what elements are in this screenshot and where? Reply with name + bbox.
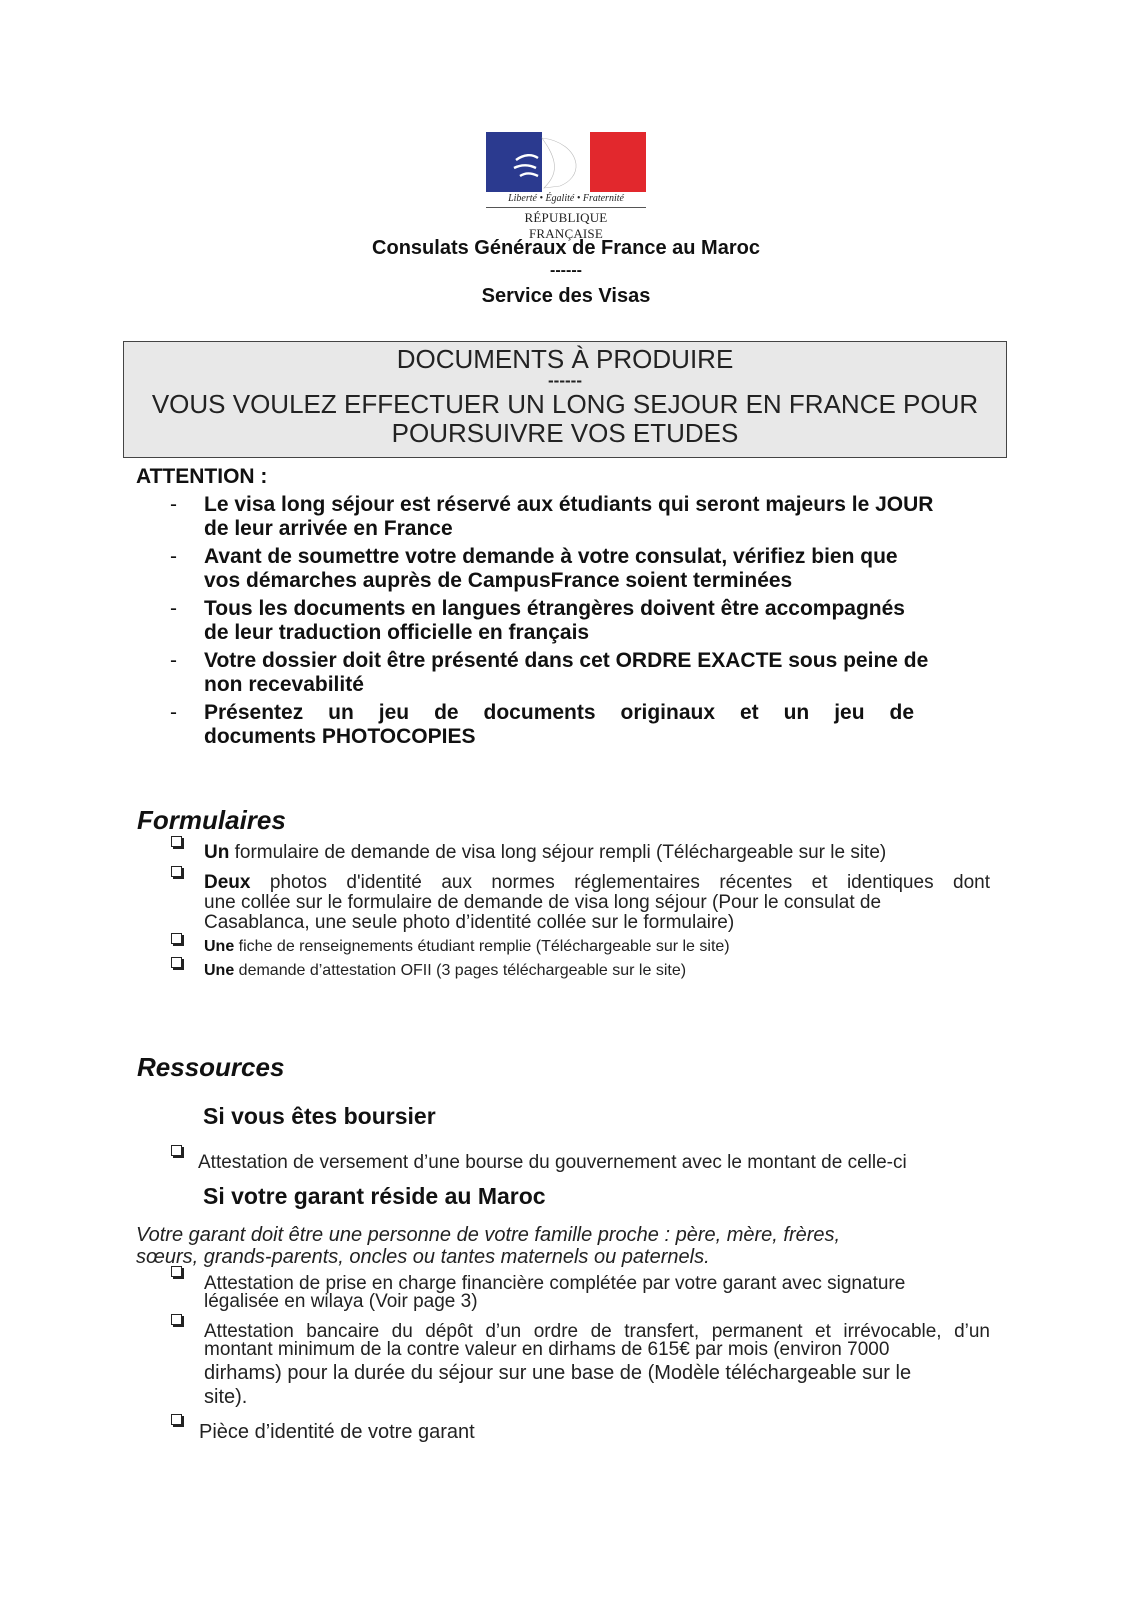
checkbox-icon	[171, 1266, 182, 1277]
list-item: Attestation de prise en charge financière complétée par votre garant avec signature légalisée en wilaya (Voir page 3)	[204, 1273, 906, 1312]
subsection-boursier: Si vous êtes boursier	[203, 1103, 436, 1129]
list-item: - Avant de soumettre votre demande à votre consulat, vérifiez bien que vos démarches auprès de CampusFrance soient terminées	[170, 545, 898, 592]
subsection-garant: Si votre garant réside au Maroc	[203, 1183, 546, 1209]
header-consulats: Consulats Généraux de France au Maroc	[372, 237, 760, 259]
section-ressources: Ressources	[137, 1052, 285, 1082]
subtitle-line-2: POURSUIVRE VOS ETUDES	[391, 418, 739, 448]
checkbox-icon	[171, 957, 182, 968]
subtitle-line-1: VOUS VOULEZ EFFECTUER UN LONG SEJOUR EN FRANCE POUR	[151, 389, 979, 419]
section-formulaires: Formulaires	[137, 805, 286, 835]
attention-label: ATTENTION :	[136, 465, 268, 488]
list-item: Pièce d’identité de votre garant	[199, 1421, 475, 1443]
logo-republique-francaise: RÉPUBLIQUE FRANÇAISE	[486, 210, 646, 242]
checkbox-icon	[171, 866, 182, 877]
title-box	[123, 341, 1007, 458]
header-service-visas: Service des Visas	[481, 285, 651, 307]
checkbox-icon	[171, 1414, 182, 1425]
list-item: Un formulaire de demande de visa long séjour rempli (Téléchargeable sur le site)	[204, 842, 887, 863]
checkbox-icon	[171, 1314, 182, 1325]
header-separator: ------	[550, 262, 582, 279]
logo-motto: Liberté • Égalité • Fraternité	[508, 193, 624, 204]
title-separator: ------	[548, 371, 582, 390]
list-item: - Tous les documents en langues étrangères doivent être accompagnés de leur traduction officielle en français	[170, 597, 905, 644]
list-item: Deux photos d'identité aux normes réglementaires récentes et identiques dont une collée sur le formulaire de demande de visa long séjour (Pour le consulat de Casablanca, une seule photo d’identité collée sur le formulaire)	[204, 872, 990, 933]
marianne-logo-icon	[486, 132, 646, 192]
garant-intro: Votre garant doit être une personne de votre famille proche : père, mère, frères, sœurs, grands-parents, oncles ou tantes maternels ou paternels.	[136, 1224, 841, 1268]
checkbox-icon	[171, 836, 182, 847]
list-item: Attestation de versement d’une bourse du gouvernement avec le montant de celle-ci	[198, 1152, 907, 1173]
checkbox-icon	[171, 1145, 182, 1156]
title-documents: DOCUMENTS À PRODUIRE	[396, 344, 734, 374]
checkbox-icon	[171, 933, 182, 944]
list-item: Attestation bancaire du dépôt d’un ordre de transfert, permanent et irrévocable, d’un montant minimum de la contre valeur en dirhams de 615€ par mois (environ 7000 dirhams) pour la durée du séjour sur une base de (Modèle téléchargeable sur le site).	[204, 1321, 990, 1408]
list-item: Une fiche de renseignements étudiant remplie (Téléchargeable sur le site)	[204, 938, 730, 955]
list-item: Une demande d’attestation OFII (3 pages téléchargeable sur le site)	[204, 962, 687, 979]
list-item: - Présentez un jeu de documents originaux et un jeu de documents PHOTOCOPIES	[170, 701, 914, 748]
republique-francaise-logo	[486, 132, 646, 241]
list-item: - Votre dossier doit être présenté dans cet ORDRE EXACTE sous peine de non recevabilité	[170, 649, 929, 696]
list-item: - Le visa long séjour est réservé aux étudiants qui seront majeurs le JOUR de leur arrivée en France	[170, 493, 934, 540]
